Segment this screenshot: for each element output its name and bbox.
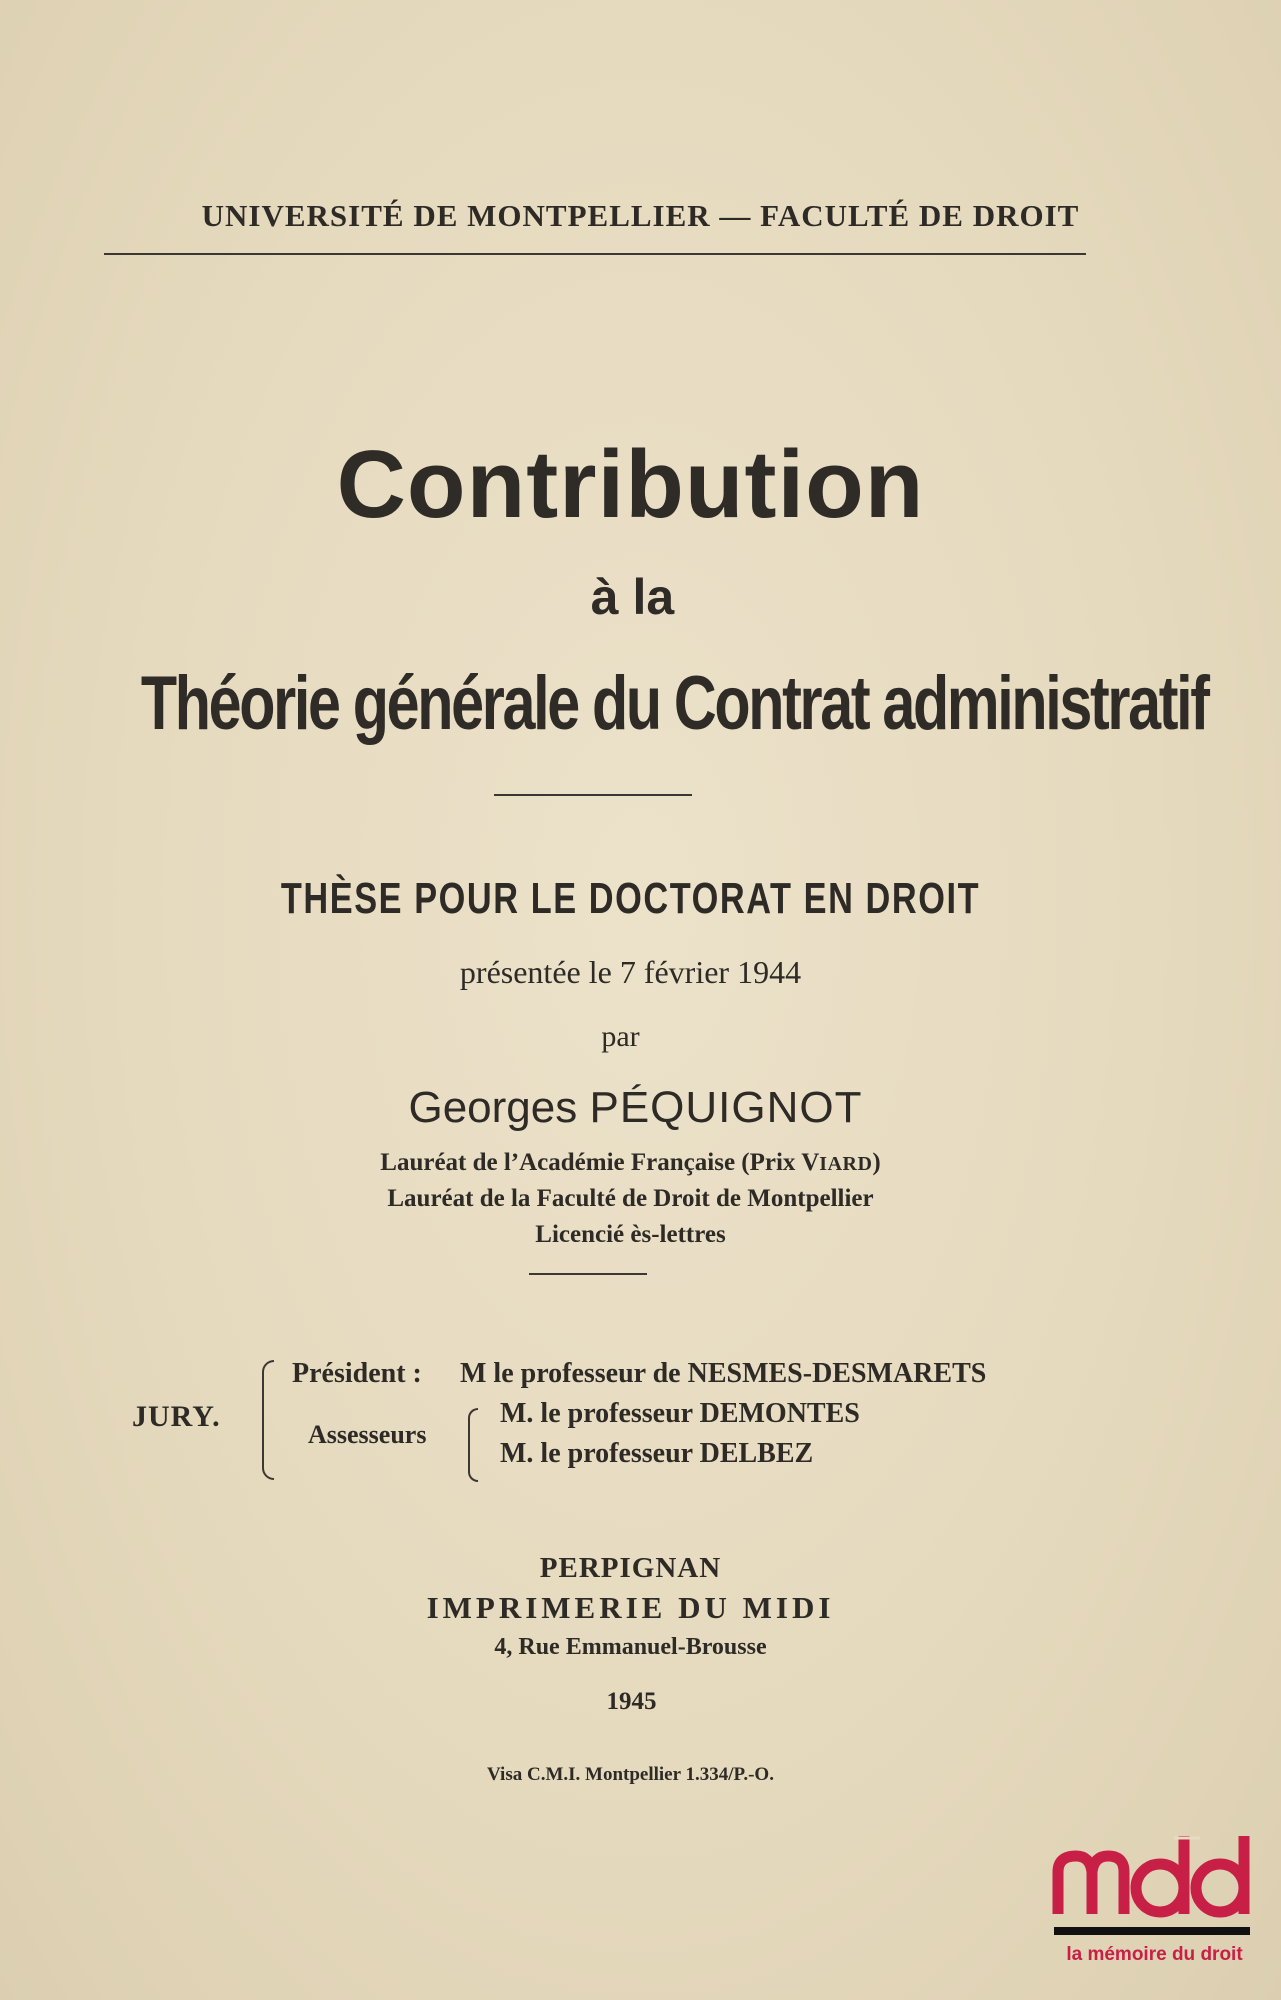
mdd-logo-icon: [1052, 1832, 1257, 1920]
institution-header: UNIVERSITÉ DE MONTPELLIER — FACULTÉ DE DROIT: [201, 198, 1080, 233]
imprint-city: PERPIGNAN: [539, 1552, 722, 1584]
logo-tagline: la mémoire du droit: [1066, 1944, 1243, 1965]
thesis-type: THÈSE POUR LE DOCTORAT EN DROIT: [280, 874, 981, 923]
author-name: [0, 1083, 1276, 1133]
presentation-date: présentée le 7 février 1944: [459, 954, 802, 990]
imprint-address: 4, Rue Emmanuel-Brousse: [494, 1634, 767, 1660]
imprint-year: 1945: [606, 1688, 657, 1715]
title-main: Contribution: [336, 431, 925, 538]
assessors-label: Assesseurs: [308, 1420, 427, 1449]
credential-text: Lauréat de l’Académie Française (Prix V: [380, 1149, 820, 1176]
assessor-name: M. le professeur DELBEZ: [500, 1438, 814, 1469]
credential-smallcaps: IARD: [819, 1153, 873, 1175]
title-subject: Théorie générale du Contrat administratif: [140, 661, 1208, 746]
title-preposition: à la: [590, 569, 675, 625]
divider-rule: [529, 1273, 647, 1275]
author-first-name: Georges: [408, 1083, 578, 1132]
president-name: M le professeur de NESMES-DESMARETS: [460, 1358, 987, 1389]
imprint-visa: Visa C.M.I. Montpellier 1.334/P.-O.: [487, 1764, 774, 1785]
brace-icon: [262, 1360, 274, 1480]
author-credential: Licencié ès-lettres: [535, 1221, 726, 1248]
author-credential: Lauréat de la Faculté de Droit de Montpellier: [387, 1185, 874, 1212]
mdd-logo: [1052, 1832, 1257, 1972]
assessor-name: M. le professeur DEMONTES: [500, 1398, 860, 1429]
brace-icon: [468, 1408, 478, 1482]
divider-rule: [494, 794, 692, 796]
logo-bar: [1054, 1927, 1250, 1935]
jury-label: JURY.: [132, 1400, 221, 1433]
header-rule: [104, 253, 1086, 255]
credential-close: ): [872, 1149, 881, 1176]
author-last-name: PÉQUIGNOT: [589, 1083, 863, 1132]
president-label: Président :: [292, 1358, 422, 1389]
by-line: par: [601, 1020, 640, 1053]
imprint-printer: IMPRIMERIE DU MIDI: [426, 1590, 835, 1625]
author-credential: [0, 1149, 1271, 1177]
